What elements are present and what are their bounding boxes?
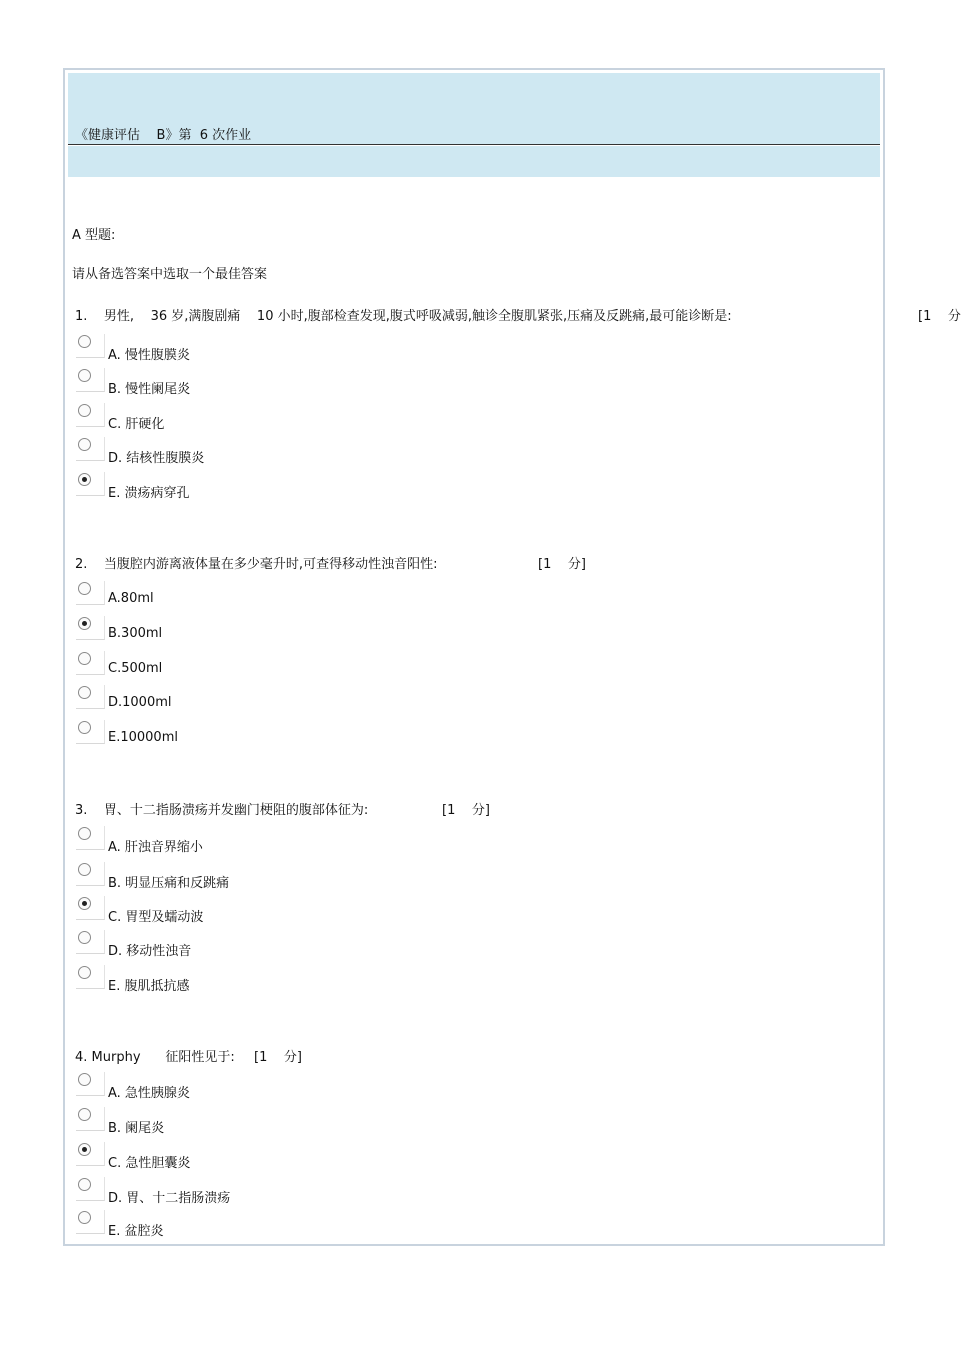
question-4-option-a[interactable] — [76, 1076, 376, 1100]
option-label: D. 结核性腹膜炎 — [108, 451, 205, 466]
question-2-option-e[interactable] — [76, 724, 376, 748]
radio-box — [76, 1072, 105, 1096]
radio-box — [76, 862, 105, 886]
radio-box — [76, 965, 105, 989]
option-label: D. 胃、十二指肠溃疡 — [108, 1191, 231, 1206]
radio-button-selected[interactable] — [78, 473, 91, 486]
radio-button[interactable] — [78, 1211, 91, 1224]
radio-box — [76, 403, 105, 427]
option-label: B. 慢性阑尾炎 — [108, 382, 191, 397]
question-1-option-d[interactable] — [76, 441, 376, 465]
question-2-text: 2. 当腹腔内游离液体量在多少毫升时,可查得移动性浊音阳性: — [75, 557, 438, 572]
radio-button[interactable] — [78, 1178, 91, 1191]
radio-box — [76, 896, 105, 920]
radio-button[interactable] — [78, 966, 91, 979]
option-label: E. 溃疡病穿孔 — [108, 486, 190, 501]
radio-box — [76, 368, 105, 392]
question-3-option-c[interactable] — [76, 900, 376, 924]
radio-box — [76, 334, 105, 358]
question-1-score: [1 分 — [918, 309, 961, 324]
option-label: C. 胃型及蠕动波 — [108, 910, 204, 925]
question-2-option-b[interactable] — [76, 620, 376, 644]
question-3-score: [1 分] — [442, 803, 490, 818]
radio-button[interactable] — [78, 438, 91, 451]
section-title: A 型题: — [72, 228, 116, 243]
radio-box — [76, 685, 105, 709]
option-label: C. 肝硬化 — [108, 417, 165, 432]
radio-button[interactable] — [78, 686, 91, 699]
question-2-option-a[interactable] — [76, 585, 376, 609]
radio-button[interactable] — [78, 335, 91, 348]
radio-button[interactable] — [78, 369, 91, 382]
option-label: C.500ml — [108, 661, 163, 676]
radio-button[interactable] — [78, 404, 91, 417]
question-4-score: [1 分] — [254, 1050, 302, 1065]
option-label: B.300ml — [108, 626, 163, 641]
page-title: 《健康评估 B》第 6 次作业 — [75, 128, 252, 143]
question-1-option-a[interactable] — [76, 338, 376, 362]
radio-box — [76, 472, 105, 496]
option-label: A. 肝浊音界缩小 — [108, 840, 203, 855]
question-3-option-e[interactable] — [76, 969, 376, 993]
question-3-option-d[interactable] — [76, 934, 376, 958]
option-label: B. 明显压痛和反跳痛 — [108, 876, 230, 891]
question-4-option-e[interactable] — [76, 1214, 376, 1238]
question-1-option-e[interactable] — [76, 476, 376, 500]
question-1-text: 1. 男性, 36 岁,满腹剧痛 10 小时,腹部检查发现,腹式呼吸减弱,触诊全腹肌紧张,压痛及反跳痛,最可能诊断是: — [75, 309, 732, 324]
radio-box — [76, 720, 105, 744]
question-4-text: 4. Murphy 征阳性见于: — [75, 1050, 235, 1065]
radio-box — [76, 581, 105, 605]
option-label: E. 腹肌抵抗感 — [108, 979, 190, 994]
radio-button[interactable] — [78, 1108, 91, 1121]
question-3-option-a[interactable] — [76, 830, 376, 854]
option-label: C. 急性胆囊炎 — [108, 1156, 191, 1171]
option-label: A. 慢性腹膜炎 — [108, 348, 190, 363]
instruction-text: 请从备选答案中选取一个最佳答案 — [72, 267, 268, 282]
radio-button-selected[interactable] — [78, 1143, 91, 1156]
radio-box — [76, 1210, 105, 1234]
radio-box — [76, 826, 105, 850]
question-2-score: [1 分] — [538, 557, 586, 572]
radio-button[interactable] — [78, 721, 91, 734]
option-label: E. 盆腔炎 — [108, 1224, 164, 1239]
question-1-option-c[interactable] — [76, 407, 376, 431]
question-2-option-d[interactable] — [76, 689, 376, 713]
radio-button[interactable] — [78, 1073, 91, 1086]
header-divider — [68, 144, 880, 145]
question-3-text: 3. 胃、十二指肠溃疡并发幽门梗阻的腹部体征为: — [75, 803, 369, 818]
option-label: A. 急性胰腺炎 — [108, 1086, 190, 1101]
question-1-option-b[interactable] — [76, 372, 376, 396]
radio-box — [76, 616, 105, 640]
radio-button-selected[interactable] — [78, 897, 91, 910]
radio-box — [76, 437, 105, 461]
option-label: A.80ml — [108, 591, 154, 606]
option-label: D.1000ml — [108, 695, 172, 710]
option-label: B. 阑尾炎 — [108, 1121, 165, 1136]
radio-box — [76, 651, 105, 675]
question-4-option-b[interactable] — [76, 1111, 376, 1135]
question-4-option-c[interactable] — [76, 1146, 376, 1170]
radio-button[interactable] — [78, 582, 91, 595]
radio-box — [76, 1107, 105, 1131]
radio-button-selected[interactable] — [78, 617, 91, 630]
question-3-option-b[interactable] — [76, 866, 376, 890]
option-label: D. 移动性浊音 — [108, 944, 192, 959]
option-label: E.10000ml — [108, 730, 178, 745]
radio-box — [76, 930, 105, 954]
radio-button[interactable] — [78, 652, 91, 665]
radio-box — [76, 1177, 105, 1201]
radio-button[interactable] — [78, 931, 91, 944]
radio-button[interactable] — [78, 863, 91, 876]
question-4-option-d[interactable] — [76, 1181, 376, 1205]
question-2-option-c[interactable] — [76, 655, 376, 679]
header-band — [68, 73, 880, 144]
radio-button[interactable] — [78, 827, 91, 840]
radio-box — [76, 1142, 105, 1166]
header-subband — [68, 146, 880, 177]
